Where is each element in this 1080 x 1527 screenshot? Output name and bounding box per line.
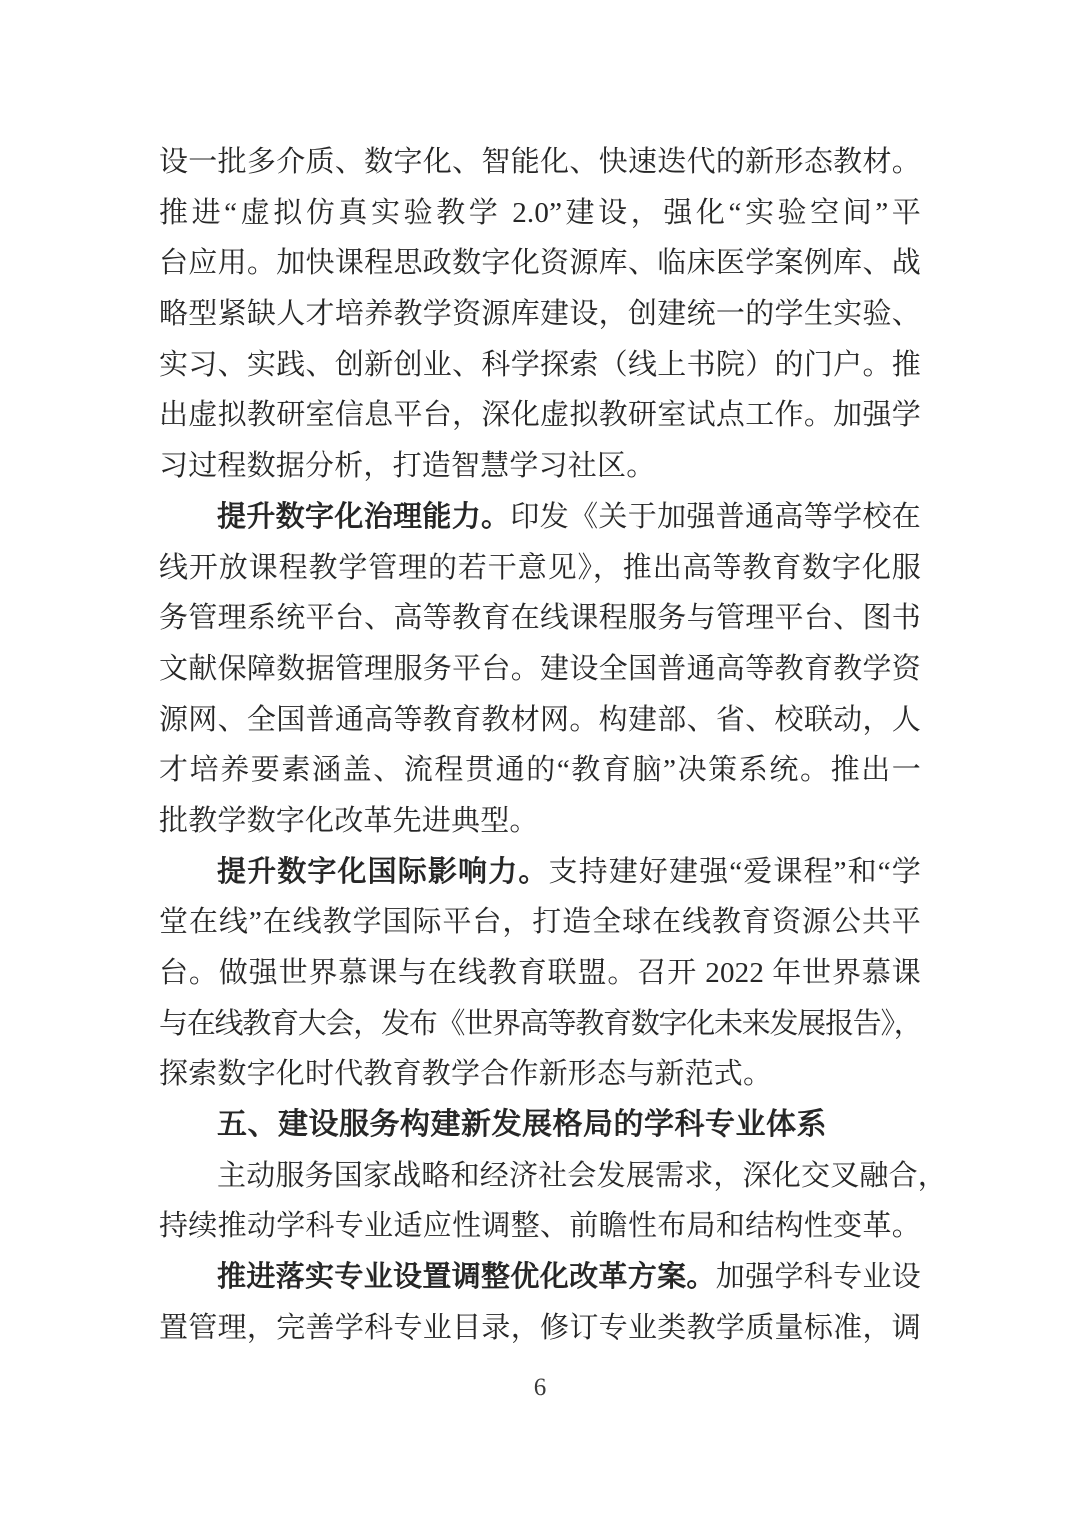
text-line [159, 543, 921, 594]
bold-text-run: 提升数字化国际影响力。 [217, 855, 549, 888]
text-line [159, 492, 921, 543]
text-line [159, 1303, 921, 1354]
text-line [159, 137, 921, 188]
text-line [159, 593, 921, 644]
text-line [159, 847, 921, 898]
text-line [159, 695, 921, 746]
text-line [159, 289, 921, 340]
page-number: 6 [533, 1374, 547, 1401]
text-run: 务管理系统平台、高等教育在线课程服务与管理平台、图书 [159, 602, 921, 635]
bold-text-run: 五、建设服务构建新发展格局的学科专业体系 [217, 1108, 827, 1142]
text-line [159, 188, 921, 239]
text-run: 设一批多介质、数字化、智能化、快速迭代的新形态教材。 [159, 146, 921, 178]
section-heading [159, 1100, 921, 1151]
text-line [159, 1151, 948, 1202]
text-run: 置管理，完善学科专业目录，修订专业类教学质量标准，调 [159, 1311, 921, 1344]
text-run: 堂在线”在线教学国际平台，打造全球在线教育资源公共平 [159, 906, 921, 939]
bold-text-run: 提升数字化治理能力。 [217, 500, 511, 533]
text-line [159, 796, 921, 847]
text-line [159, 390, 921, 441]
text-run: 推进“虚拟仿真实验教学 2.0”建设，强化“实验空间”平 [159, 196, 921, 229]
text-line [159, 745, 921, 796]
text-line [159, 340, 921, 391]
text-run: 略型紧缺人才培养教学资源库建设，创建统一的学生实验、 [159, 298, 921, 331]
text-run: 探索数字化时代教育教学合作新形态与新范式。 [159, 1058, 773, 1091]
text-line [159, 1201, 921, 1252]
text-line [159, 1049, 921, 1100]
text-run: 与在线教育大会，发布《世界高等教育数字化未来发展报告》， [159, 1007, 921, 1040]
text-run: 印发《关于加强普通高等学校在 [510, 500, 921, 533]
text-run: 台应用。加快课程思政数字化资源库、临床医学案例库、战 [159, 247, 921, 280]
text-run: 线开放课程教学管理的若干意见》，推出高等教育数字化服 [159, 551, 921, 584]
text-run: 加强学科专业设 [715, 1261, 921, 1294]
text-run: 出虚拟教研室信息平台，深化虚拟教研室试点工作。加强学 [159, 399, 921, 432]
text-run: 主动服务国家战略和经济社会发展需求，深化交叉融合， [217, 1159, 948, 1192]
bold-text-run: 推进落实专业设置调整优化改革方案。 [217, 1261, 716, 1294]
text-run: 实习、实践、创新创业、科学探索（线上书院）的门户。推 [159, 348, 921, 381]
text-line [159, 441, 921, 492]
text-run: 持续推动学科专业适应性调整、前瞻性布局和结构性变革。 [159, 1210, 921, 1243]
text-run: 源网、全国普通高等教育教材网。构建部、省、校联动，人 [159, 703, 921, 736]
text-run: 台。做强世界慕课与在线教育联盟。召开 2022 年世界慕课 [159, 957, 921, 989]
text-line [159, 999, 921, 1050]
text-line [159, 948, 921, 999]
text-line [159, 238, 921, 289]
text-run: 支持建好建强“爱课程”和“学 [548, 855, 922, 888]
text-run: 才培养要素涵盖、流程贯通的“教育脑”决策系统。推出一 [159, 754, 921, 787]
text-line [159, 644, 921, 695]
text-line [159, 1252, 921, 1303]
text-run: 习过程数据分析，打造智慧学习社区。 [159, 450, 656, 483]
text-line [159, 897, 921, 948]
text-run: 文献保障数据管理服务平台。建设全国普通高等教育教学资 [159, 652, 921, 685]
text-run: 批教学数字化改革先进典型。 [159, 804, 539, 837]
text-lines [159, 137, 948, 1354]
